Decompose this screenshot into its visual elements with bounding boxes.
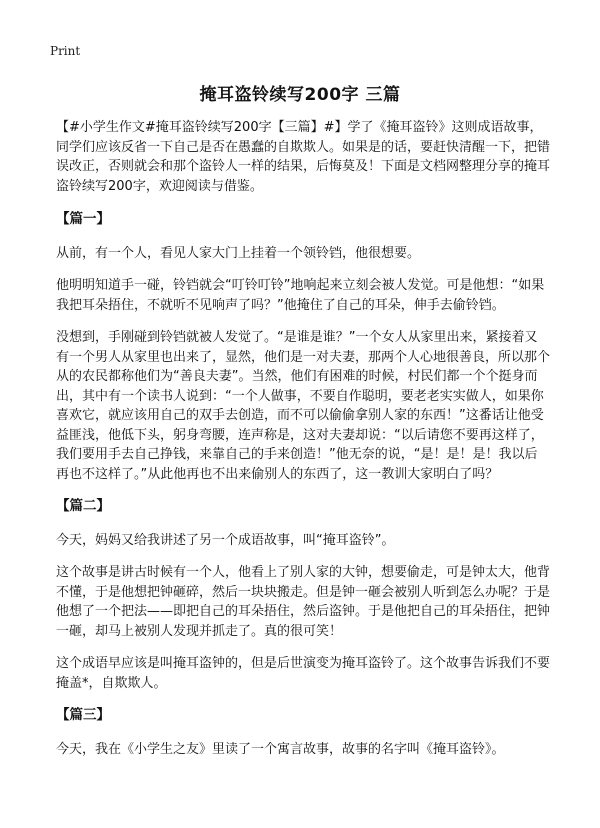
page-title: 掩耳盗铃续写200字 三篇 — [199, 85, 401, 105]
section-2-paragraph-3: 这个成语早应该是叫掩耳盗钟的，但是后世演变为掩耳盗铃了。这个故事告诉我们不要掩盖*，自欺欺人。 — [56, 656, 551, 691]
print-link[interactable]: Print — [50, 44, 81, 58]
section-2-heading: 【篇二】 — [56, 498, 110, 514]
section-2-paragraph-2: 这个故事是讲古时候有一个人，他看上了别人家的大钟，想要偷走，可是钟太大，他背不懂，于是他想把钟砸碎，然后一块块搬走。但是钟一砸会被别人听到怎么办呢？于是他想了一个把法——即把自己的耳朵捂住，然后盗钟。于是他把自己的耳朵捂住，把钟一砸，却马上被别人发现并抓走了。真的很可笑！ — [56, 565, 551, 639]
section-1-heading: 【篇一】 — [56, 211, 110, 227]
article-body — [56, 118, 550, 772]
section-1-paragraph-2: 他明明知道手一碰，铃铛就会“叮铃叮铃”地响起来立刻会被人发觉。可是他想：“如果我把耳朵捂住，不就听不见响声了吗？”他掩住了自己的耳朵，伸手去偷铃铛。 — [56, 278, 545, 313]
section-2-paragraph-1: 今天，妈妈又给我讲述了另一个成语故事，叫“掩耳盗铃”。 — [56, 532, 395, 548]
section-3-paragraph-1: 今天，我在《小学生之友》里读了一个寓言故事，故事的名字叫《掩耳盗铃》。 — [56, 741, 505, 757]
section-1-paragraph-1: 从前，有一个人，看见人家大门上挂着一个领铃铛，他很想要。 — [56, 245, 421, 261]
section-3-heading: 【篇三】 — [56, 707, 110, 723]
section-1-paragraph-3: 没想到，手刚碰到铃铛就被人发觉了。“是谁是谁？”一个女人从家里出来，紧接着又有一个男人从家里也出来了，显然，他们是一对夫妻，那两个人心地很善良，所以那个从的农民都称他们为“善良夫妻”。当然，他们有困难的时候，村民们都一个个挺身而出，其中有一个读书人说到：“一个人做事，不要自作聪明，要老老实实做人，如果你喜欢它，就应该用自己的双手去创造，而不可以偷偷拿别人家的东西！”这番话让他受益匪浅，他低下头，躬身弯腰，连声称是，这对夫妻却说：“以后请您不要再这样了，我们要用手去自己挣钱，来靠自己的手来创造！”他无奈的说，“是！是！是！我以后再也不这样了。”从此他再也不出来偷别人的东西了，这一教训大家明白了吗？ — [56, 330, 551, 482]
intro-paragraph: 【#小学生作文#掩耳盗铃续写200字【三篇】#】学了《掩耳盗铃》这则成语故事，同学们应该反省一下自己是否在愚蠢的自欺欺人。如果是的话，要赶快清醒一下，把错误改正，否则就会和那个盗铃人一样的结果，后悔莫及！下面是文档网整理分享的掩耳盗铃续写200字，欢迎阅读与借鉴。 — [56, 120, 551, 194]
